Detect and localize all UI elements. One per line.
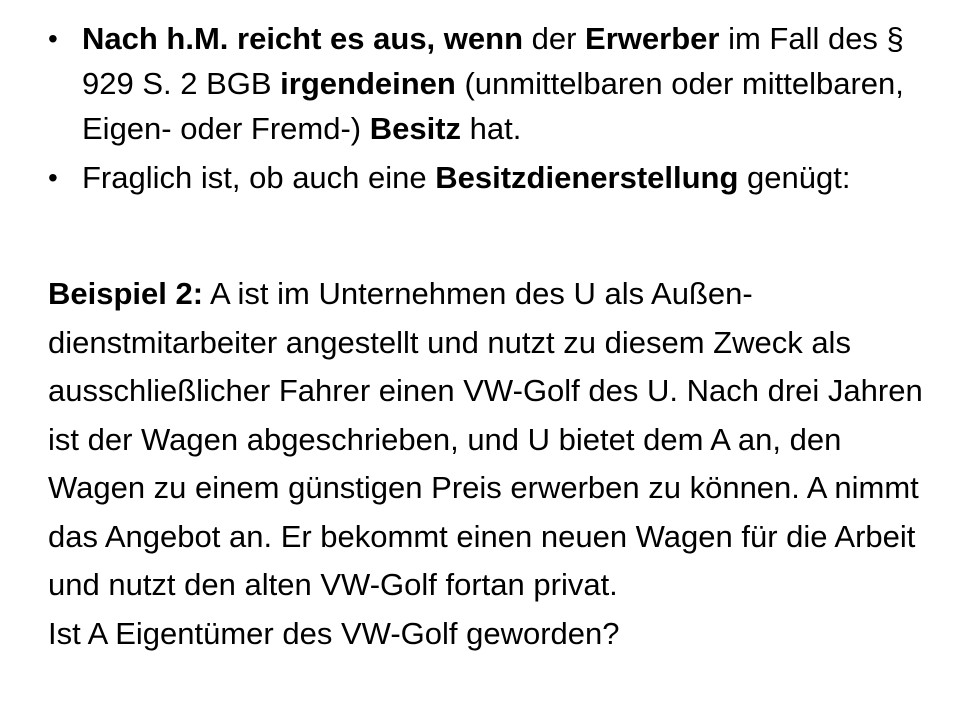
bullet-list <box>48 16 928 204</box>
bullet-1-segment-8: hat. <box>461 111 522 146</box>
bullet-1-segment-7: Besitz <box>369 111 462 146</box>
bullet-text-1 <box>82 16 928 151</box>
bullet-1-segment-6: (unmittelbaren oder mittelbaren, Eigen- oder Fremd-) <box>82 66 904 146</box>
bullet-dot-icon: • <box>48 23 58 54</box>
example-body: A ist im Unternehmen des U als Außen-dienstmitarbeiter angestellt und nutzt zu diesem Zweck als ausschließlicher Fahrer einen VW-Golf des U. Nach drei Jahren ist der Wagen abgeschrieben, und U bietet dem A an, den Wagen zu einem günstigen Preis erwerben zu können. A nimmt das Angebot an. Er bekommt einen neuen Wagen für die Arbeit und nutzt den alten VW-Golf fortan privat. <box>48 276 923 602</box>
example-label: Beispiel 2: <box>48 276 204 311</box>
bullet-1-segment-1: Nach h.M. reicht es aus, wenn <box>82 21 524 56</box>
bullet-1-segment-5: irgendeinen <box>280 66 456 101</box>
bullet-item-1 <box>48 16 928 151</box>
bullet-1-segment-2: der <box>523 21 586 56</box>
bullet-2-segment-3: genügt: <box>738 160 851 195</box>
bullet-2-segment-1: Fraglich ist, ob auch eine <box>82 160 436 195</box>
example-question: Ist A Eigentümer des VW-Golf geworden? <box>48 615 620 651</box>
bullet-dot-icon: • <box>48 162 58 193</box>
bullet-text-2 <box>82 155 928 200</box>
example-paragraph <box>48 270 928 658</box>
bullet-1-segment-3: Erwerber <box>585 21 720 56</box>
bullet-1-segment-4: im Fall des § 929 S. 2 BGB <box>82 21 904 101</box>
bullet-2-segment-2: Besitzdienerstellung <box>435 160 739 195</box>
bullet-item-2 <box>48 155 928 200</box>
